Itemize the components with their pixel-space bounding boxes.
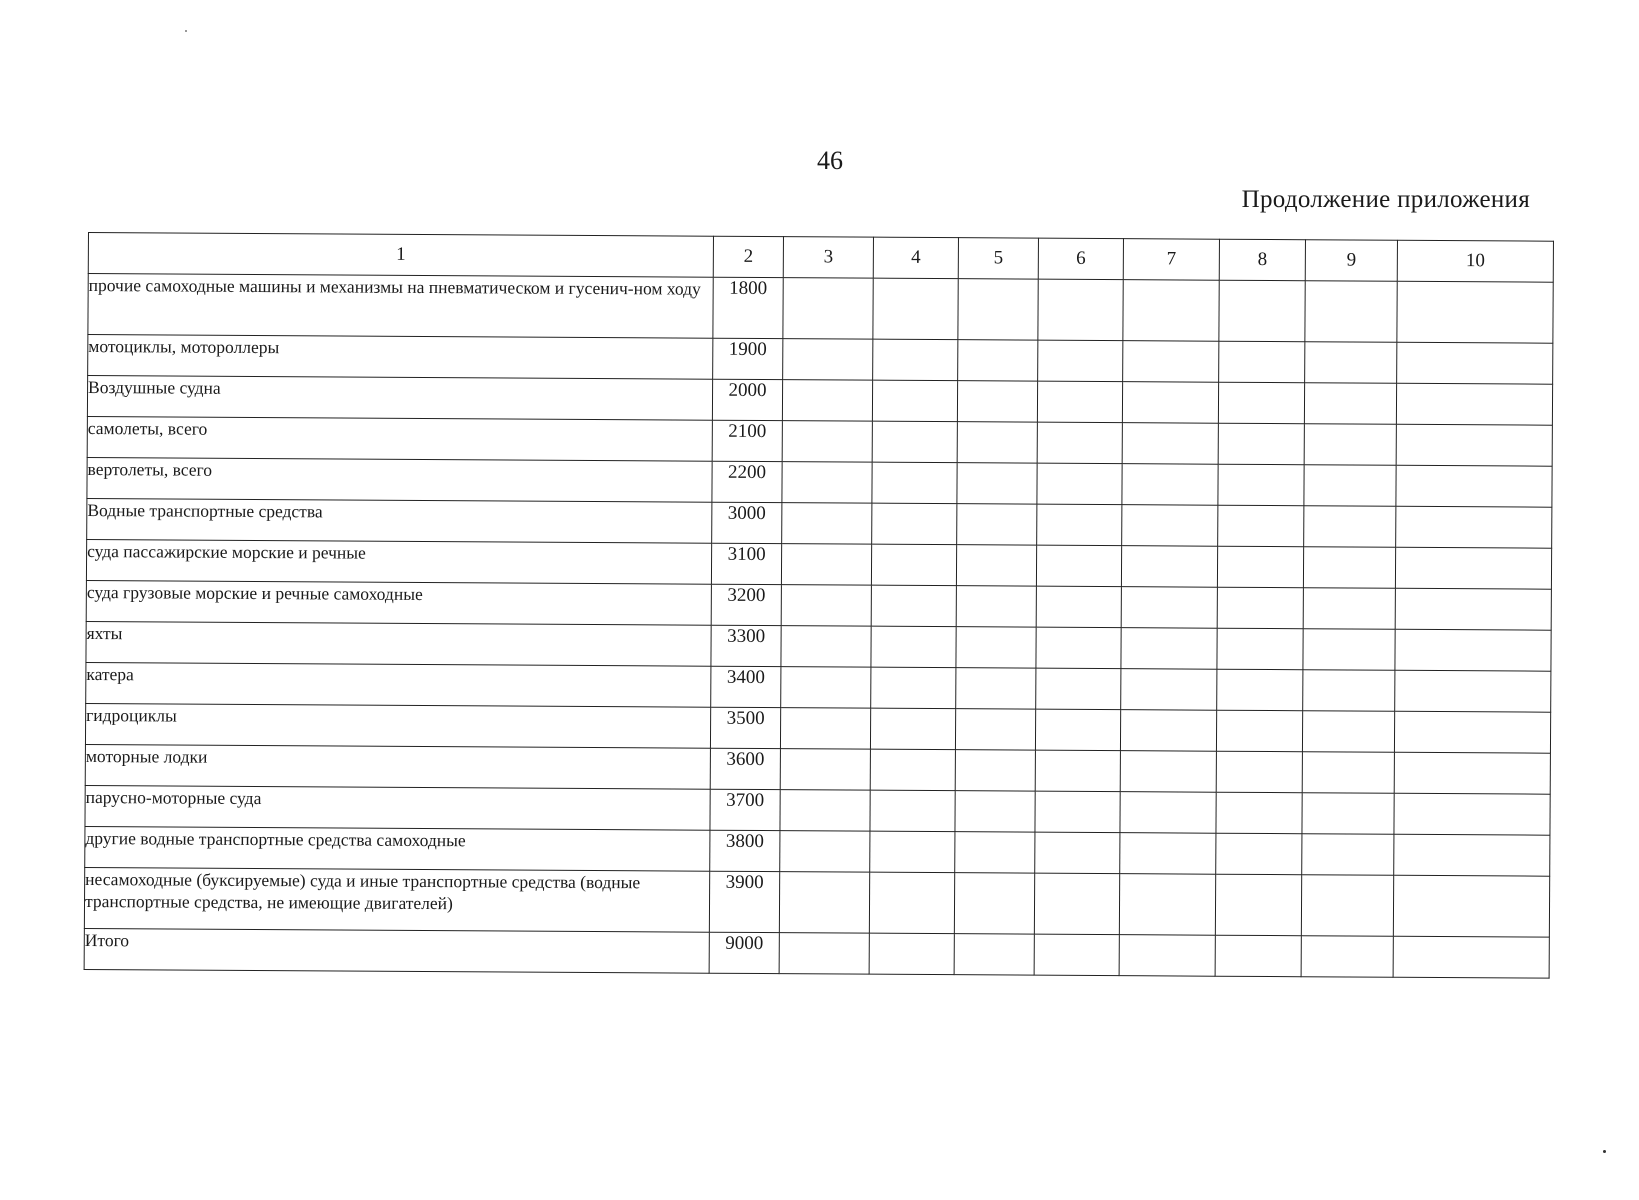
- empty-cell-col-9: [1305, 342, 1397, 384]
- row-code: 3400: [711, 666, 781, 707]
- row-name: самолеты, всего: [87, 416, 712, 461]
- empty-cell-col-4: [871, 585, 956, 627]
- row-name: Воздушные судна: [87, 376, 712, 421]
- empty-cell-col-6: [1037, 422, 1122, 464]
- empty-cell-col-9: [1304, 465, 1396, 507]
- row-name: яхты: [86, 621, 711, 666]
- empty-cell-col-9: [1303, 547, 1395, 589]
- empty-cell-col-6: [1037, 504, 1122, 546]
- empty-cell-col-8: [1216, 792, 1302, 834]
- empty-cell-col-10: [1397, 342, 1553, 384]
- empty-cell-col-9: [1302, 752, 1394, 794]
- empty-cell-col-5: [954, 873, 1034, 934]
- empty-cell-col-8: [1217, 587, 1303, 629]
- table-body: [84, 274, 1553, 979]
- empty-cell-col-4: [871, 626, 956, 668]
- column-header-8: 8: [1219, 239, 1305, 281]
- column-header-1: 1: [88, 233, 713, 278]
- empty-cell-col-8: [1218, 464, 1304, 506]
- empty-cell-col-9: [1302, 793, 1394, 835]
- continuation-label: Продолжение приложения: [1241, 186, 1530, 213]
- row-name: моторные лодки: [85, 744, 710, 789]
- empty-cell-col-10: [1394, 752, 1550, 794]
- empty-cell-col-10: [1393, 936, 1549, 978]
- column-header-7: 7: [1123, 239, 1219, 281]
- empty-cell-col-7: [1119, 874, 1215, 936]
- row-name: Итого: [84, 928, 709, 973]
- row-name: другие водные транспортные средства самоходные: [85, 826, 710, 871]
- empty-cell-col-7: [1122, 423, 1218, 465]
- empty-cell-col-3: [779, 872, 869, 934]
- empty-cell-col-4: [872, 421, 957, 463]
- row-code: 3800: [710, 830, 780, 871]
- empty-cell-col-10: [1394, 711, 1550, 753]
- row-code: 3700: [710, 789, 780, 830]
- empty-cell-col-10: [1395, 588, 1551, 630]
- empty-cell-col-5: [956, 586, 1036, 627]
- row-code: 3200: [711, 584, 781, 625]
- empty-cell-col-7: [1120, 751, 1216, 793]
- empty-cell-col-9: [1304, 506, 1396, 548]
- empty-cell-col-9: [1301, 936, 1393, 978]
- column-header-5: 5: [958, 238, 1038, 279]
- empty-cell-col-3: [782, 380, 872, 422]
- empty-cell-col-9: [1304, 383, 1396, 425]
- empty-cell-col-5: [958, 340, 1038, 381]
- empty-cell-col-8: [1218, 423, 1304, 465]
- empty-cell-col-5: [955, 791, 1035, 832]
- empty-cell-col-9: [1301, 875, 1393, 937]
- empty-cell-col-3: [782, 421, 872, 463]
- empty-cell-col-3: [780, 790, 870, 832]
- empty-cell-col-4: [873, 339, 958, 381]
- empty-cell-col-3: [781, 667, 871, 709]
- empty-cell-col-9: [1303, 670, 1395, 712]
- empty-cell-col-5: [955, 709, 1035, 750]
- empty-cell-col-7: [1119, 935, 1215, 977]
- column-header-4: 4: [873, 237, 958, 279]
- empty-cell-col-6: [1036, 545, 1121, 587]
- empty-cell-col-3: [780, 749, 870, 791]
- row-name: катера: [86, 662, 711, 707]
- empty-cell-col-3: [781, 585, 871, 627]
- empty-cell-col-4: [873, 278, 958, 340]
- table-row: [84, 867, 1549, 937]
- empty-cell-col-10: [1396, 424, 1552, 466]
- empty-cell-col-9: [1303, 629, 1395, 671]
- empty-cell-col-5: [957, 463, 1037, 504]
- empty-cell-col-5: [954, 934, 1034, 975]
- empty-cell-col-4: [870, 790, 955, 832]
- empty-cell-col-8: [1216, 751, 1302, 793]
- row-name: суда пассажирские морские и речные: [86, 539, 711, 584]
- empty-cell-col-4: [872, 380, 957, 422]
- empty-cell-col-10: [1395, 670, 1551, 712]
- table-row: [88, 274, 1553, 344]
- empty-cell-col-7: [1121, 587, 1217, 629]
- empty-cell-col-6: [1035, 832, 1120, 874]
- empty-cell-col-7: [1122, 382, 1218, 424]
- empty-cell-col-10: [1396, 506, 1552, 548]
- empty-cell-col-8: [1219, 341, 1305, 383]
- empty-cell-col-8: [1217, 628, 1303, 670]
- empty-cell-col-4: [870, 749, 955, 791]
- empty-cell-col-6: [1037, 463, 1122, 505]
- empty-cell-col-4: [870, 831, 955, 873]
- empty-cell-col-9: [1302, 834, 1394, 876]
- row-code: 2200: [712, 461, 782, 502]
- empty-cell-col-4: [872, 462, 957, 504]
- empty-cell-col-7: [1120, 833, 1216, 875]
- column-header-2: 2: [713, 236, 783, 277]
- empty-cell-col-10: [1395, 629, 1551, 671]
- empty-cell-col-10: [1396, 383, 1552, 425]
- empty-cell-col-4: [872, 503, 957, 545]
- empty-cell-col-6: [1034, 873, 1119, 935]
- empty-cell-col-7: [1123, 280, 1219, 342]
- empty-cell-col-5: [956, 627, 1036, 668]
- column-header-9: 9: [1305, 240, 1397, 282]
- empty-cell-col-8: [1218, 505, 1304, 547]
- empty-cell-col-5: [958, 279, 1038, 340]
- row-name: парусно-моторные суда: [85, 785, 710, 830]
- row-name: мотоциклы, мотороллеры: [88, 335, 713, 380]
- report-table-container: [84, 232, 1553, 979]
- empty-cell-col-4: [871, 544, 956, 586]
- table-row: [84, 928, 1549, 978]
- column-header-3: 3: [783, 237, 873, 279]
- empty-cell-col-3: [781, 544, 871, 586]
- row-code: 9000: [709, 932, 779, 973]
- empty-cell-col-6: [1036, 627, 1121, 669]
- empty-cell-col-3: [780, 708, 870, 750]
- empty-cell-col-10: [1397, 281, 1553, 343]
- empty-cell-col-5: [957, 504, 1037, 545]
- empty-cell-col-3: [783, 278, 873, 340]
- empty-cell-col-7: [1122, 464, 1218, 506]
- empty-cell-col-7: [1121, 546, 1217, 588]
- row-name: прочие самоходные машины и механизмы на пневматическом и гусенич-ном ходу: [88, 274, 713, 339]
- empty-cell-col-8: [1215, 935, 1301, 977]
- scan-speck: [1603, 1150, 1606, 1153]
- row-name: вертолеты, всего: [87, 457, 712, 502]
- empty-cell-col-9: [1303, 588, 1395, 630]
- empty-cell-col-8: [1216, 710, 1302, 752]
- row-code: 3900: [709, 871, 779, 932]
- row-code: 3500: [710, 707, 780, 748]
- empty-cell-col-8: [1219, 280, 1305, 342]
- page-number: 46: [817, 146, 843, 175]
- row-name: гидроциклы: [85, 703, 710, 748]
- empty-cell-col-4: [871, 667, 956, 709]
- empty-cell-col-5: [955, 832, 1035, 873]
- empty-cell-col-3: [779, 933, 869, 975]
- empty-cell-col-8: [1217, 669, 1303, 711]
- report-table: [84, 232, 1554, 979]
- empty-cell-col-8: [1217, 546, 1303, 588]
- empty-cell-col-3: [782, 503, 872, 545]
- row-name: несамоходные (буксируемые) суда и иные транспортные средства (водные транспортные средства, не имеющие двигателей): [84, 867, 709, 932]
- row-code: 3300: [711, 625, 781, 666]
- empty-cell-col-9: [1304, 424, 1396, 466]
- empty-cell-col-7: [1120, 792, 1216, 834]
- row-name: суда грузовые морские и речные самоходные: [86, 580, 711, 625]
- empty-cell-col-6: [1035, 750, 1120, 792]
- empty-cell-col-10: [1394, 834, 1550, 876]
- row-name: Водные транспортные средства: [87, 498, 712, 543]
- empty-cell-col-8: [1216, 833, 1302, 875]
- empty-cell-col-5: [956, 668, 1036, 709]
- empty-cell-col-4: [869, 872, 954, 934]
- empty-cell-col-7: [1120, 710, 1216, 752]
- row-code: 3100: [711, 543, 781, 584]
- empty-cell-col-10: [1393, 875, 1549, 937]
- empty-cell-col-3: [782, 462, 872, 504]
- empty-cell-col-8: [1215, 874, 1301, 936]
- row-code: 3000: [712, 502, 782, 543]
- empty-cell-col-7: [1122, 505, 1218, 547]
- empty-cell-col-5: [957, 422, 1037, 463]
- row-code: 1800: [713, 277, 783, 338]
- empty-cell-col-5: [955, 750, 1035, 791]
- empty-cell-col-3: [781, 626, 871, 668]
- empty-cell-col-6: [1038, 279, 1123, 341]
- empty-cell-col-6: [1037, 381, 1122, 423]
- empty-cell-col-6: [1035, 791, 1120, 833]
- empty-cell-col-6: [1035, 709, 1120, 751]
- empty-cell-col-8: [1218, 382, 1304, 424]
- empty-cell-col-9: [1305, 281, 1397, 343]
- empty-cell-col-4: [869, 933, 954, 975]
- column-header-6: 6: [1038, 238, 1123, 280]
- empty-cell-col-9: [1302, 711, 1394, 753]
- empty-cell-col-4: [870, 708, 955, 750]
- empty-cell-col-3: [780, 831, 870, 873]
- empty-cell-col-6: [1036, 668, 1121, 710]
- empty-cell-col-6: [1038, 340, 1123, 382]
- empty-cell-col-10: [1394, 793, 1550, 835]
- empty-cell-col-6: [1036, 586, 1121, 628]
- empty-cell-col-6: [1034, 934, 1119, 976]
- empty-cell-col-5: [957, 381, 1037, 422]
- row-code: 1900: [713, 338, 783, 379]
- empty-cell-col-10: [1395, 547, 1551, 589]
- row-code: 2000: [712, 379, 782, 420]
- empty-cell-col-7: [1121, 628, 1217, 670]
- scan-speck: [185, 30, 187, 32]
- empty-cell-col-3: [783, 339, 873, 381]
- row-code: 2100: [712, 420, 782, 461]
- empty-cell-col-10: [1396, 465, 1552, 507]
- row-code: 3600: [710, 748, 780, 789]
- empty-cell-col-7: [1121, 669, 1217, 711]
- empty-cell-col-7: [1123, 341, 1219, 383]
- column-header-10: 10: [1397, 240, 1553, 282]
- empty-cell-col-5: [956, 545, 1036, 586]
